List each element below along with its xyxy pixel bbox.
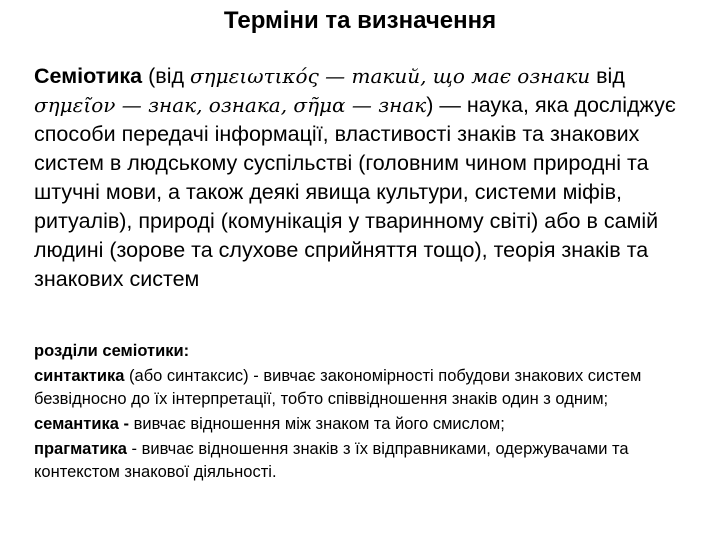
sections-heading: розділи семіотики: xyxy=(34,342,190,360)
section-item-semantics xyxy=(34,413,694,436)
section-item-pragmatics xyxy=(34,438,694,484)
greek-etymology: σημειωτικός — такий, що має ознаки xyxy=(190,64,591,88)
section-term: семантика - xyxy=(34,415,130,433)
section-term: синтактика xyxy=(34,367,125,385)
greek-etymology: σημεῖον — знак, ознака, σῆμα — знак xyxy=(34,93,427,117)
definition-text-part: від xyxy=(590,64,625,88)
sections-block xyxy=(34,340,694,486)
section-item-syntactics xyxy=(34,365,694,411)
slide-title: Терміни та визначення xyxy=(223,7,497,34)
definition-term: Семіотика xyxy=(34,64,143,88)
section-description: вивчає відношення між знаком та його смислом; xyxy=(129,415,505,433)
definition-paragraph xyxy=(34,62,694,294)
definition-text-part: ) — наука, яка досліджує способи передачі інформації, властивості знаків та знакових систем в людському суспільстві (головним чином природні та штучні мови, а також деякі явища культури, системи міфів, ритуалів), природі (комунікація у тваринному світі) або в самій людині (зорове та слухове сприйняття тощо), теорія знаків та знакових систем xyxy=(34,93,676,291)
definition-text-part: (від xyxy=(142,64,190,88)
section-description: (або синтаксис) - вивчає закономірності побудови знакових систем безвідносно до їх інтерпретації, тобто співвідношення знаків один з одним; xyxy=(34,367,642,408)
section-description: - вивчає відношення знаків з їх відправниками, одержувачами та контекстом знакової діяльності. xyxy=(34,440,629,481)
section-term: прагматика xyxy=(34,440,127,458)
